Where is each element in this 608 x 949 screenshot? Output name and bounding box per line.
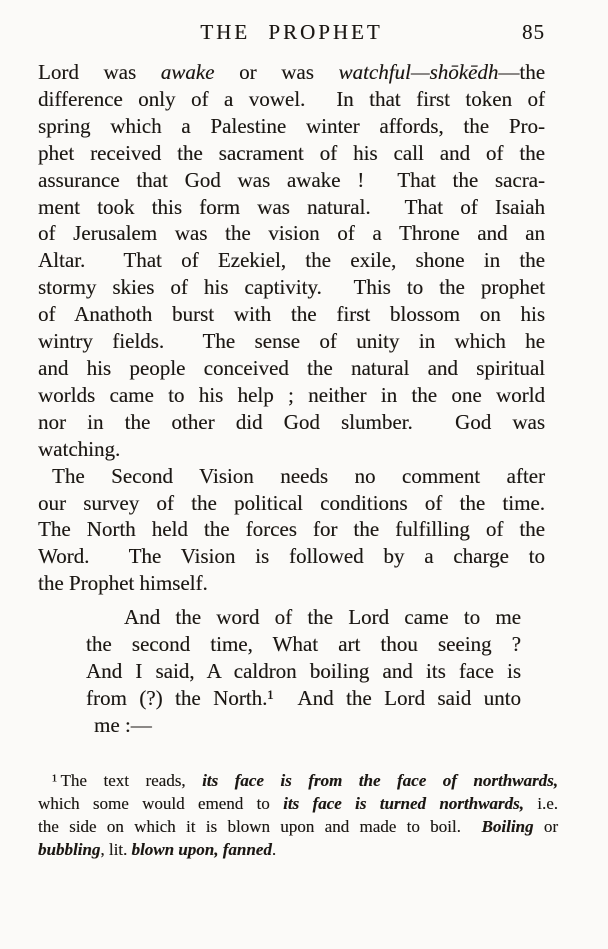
italic-text-segment: bubbling xyxy=(38,839,101,859)
paragraph-1-line xyxy=(38,220,545,247)
scripture-quote xyxy=(86,604,521,739)
text-segment: ment took this form was natural. That of Isaiah xyxy=(38,194,545,219)
text-segment: or was xyxy=(214,60,339,84)
text-segment: Altar. That of Ezekiel, the exile, shone in the xyxy=(38,248,545,273)
text-segment: Lord was xyxy=(38,60,161,84)
scripture-quote-line xyxy=(86,604,521,631)
paragraph-1-line xyxy=(38,355,545,382)
page-header xyxy=(38,20,545,50)
paragraph-2-line xyxy=(38,570,545,597)
paragraph-1-line xyxy=(38,113,545,140)
paragraph-2-line xyxy=(38,490,545,517)
paragraph-1-line xyxy=(38,301,545,328)
italic-text-segment: its face is from the face of northwards, xyxy=(202,770,559,790)
text-segment: the second time, What art thou seeing ? xyxy=(86,632,521,657)
text-segment: the Prophet himself. xyxy=(38,571,208,596)
text-segment: And the word of the Lord came to me xyxy=(124,605,521,630)
text-segment: the side on which it is blown upon and made to boil. xyxy=(38,816,482,836)
paragraph-1-line xyxy=(38,436,545,463)
text-segment: of Jerusalem was the vision of a Throne and an xyxy=(38,221,545,246)
scripture-quote-line xyxy=(86,685,521,712)
paragraph-2 xyxy=(38,463,545,598)
paragraph-2-line xyxy=(38,543,545,570)
text-segment: Word. The Vision is followed by a charge to xyxy=(38,544,545,569)
text-segment: spring which a Palestine winter affords, the Pro- xyxy=(38,113,545,138)
text-segment: our survey of the political conditions of the time. xyxy=(38,490,545,515)
paragraph-1 xyxy=(38,59,545,463)
footnote-line xyxy=(38,815,558,838)
scripture-quote-line xyxy=(86,631,521,658)
paragraph-1-line xyxy=(38,382,545,409)
text-segment: watching. xyxy=(38,436,121,461)
paragraph-1-line xyxy=(38,328,545,355)
footnote-line xyxy=(38,792,558,815)
text-segment: . xyxy=(271,839,277,859)
italic-text-segment: awake xyxy=(160,60,215,84)
text-segment: worlds came to his help ; neither in the one world xyxy=(38,382,545,407)
text-segment: i.e. xyxy=(523,793,558,813)
italic-text-segment: blown upon, xyxy=(131,839,219,859)
paragraph-1-line xyxy=(38,194,545,221)
text-segment: which some would emend to xyxy=(38,793,284,813)
text-segment: stormy skies of his captivity. This to the prophet xyxy=(38,275,545,300)
text-segment: wintry fields. The sense of unity in which he xyxy=(38,329,545,354)
footnote xyxy=(38,769,558,861)
paragraph-1-line xyxy=(38,274,545,301)
paragraph-2-line xyxy=(38,463,545,490)
text-segment: and his people conceived the natural and spiritual xyxy=(38,355,545,380)
scripture-quote-line xyxy=(86,712,521,739)
page-number: 85 xyxy=(522,20,545,44)
paragraph-2-line xyxy=(38,516,545,543)
text-segment: The Second Vision needs no comment after xyxy=(52,463,545,488)
text-segment: ¹ The text reads, xyxy=(52,770,203,790)
italic-text-segment: fanned xyxy=(222,839,272,859)
text-segment: of Anathoth burst with the first blossom on his xyxy=(38,302,545,327)
text-segment: difference only of a vowel. In that first token of xyxy=(38,86,545,111)
paragraph-1-line xyxy=(38,409,545,436)
paragraph-1-line xyxy=(38,86,545,113)
text-segment: phet received the sacrament of his call and of the xyxy=(38,140,545,165)
text-segment: from (?) the North.¹ And the Lord said unto xyxy=(86,685,521,710)
running-head: THE PROPHET xyxy=(200,20,383,44)
text-segment: nor in the other did God slumber. God was xyxy=(38,409,545,434)
text-segment: me :— xyxy=(94,712,152,737)
paragraph-1-line xyxy=(38,59,545,86)
paragraph-1-line xyxy=(38,167,545,194)
paragraph-1-line xyxy=(38,140,545,167)
footnote-line xyxy=(38,769,558,792)
footnote-line xyxy=(38,838,558,861)
text-segment: assurance that God was awake ! That the sacra- xyxy=(38,167,545,192)
text-segment: —the xyxy=(498,60,546,84)
text-column xyxy=(38,59,559,861)
text-segment: And I said, A caldron boiling and its face is xyxy=(86,658,521,683)
paragraph-1-line xyxy=(38,247,545,274)
text-segment: The North held the forces for the fulfilling of the xyxy=(38,517,545,542)
italic-text-segment: Boiling xyxy=(481,816,534,836)
italic-text-segment: its face is turned northwards, xyxy=(283,793,524,813)
text-segment: , lit. xyxy=(100,839,132,859)
scripture-quote-line xyxy=(86,658,521,685)
text-segment: or xyxy=(533,816,558,836)
italic-text-segment: watchful—shōkēdh xyxy=(338,60,499,84)
